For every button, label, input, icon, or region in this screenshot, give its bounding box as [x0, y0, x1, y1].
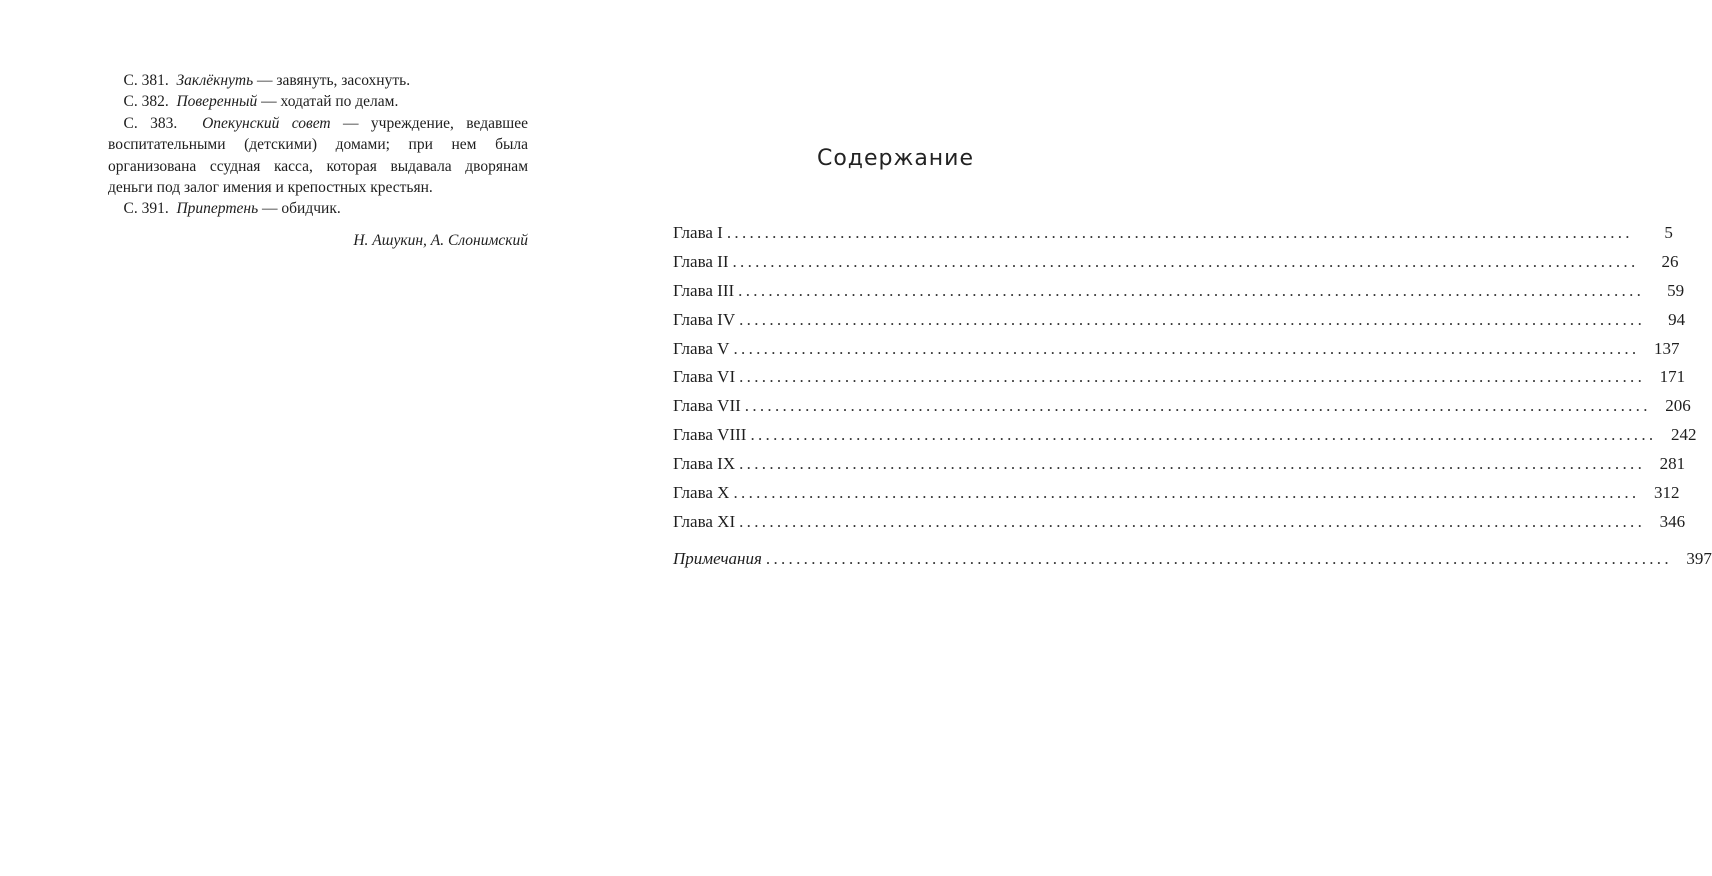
- note-term: Заклёкнуть: [176, 72, 254, 89]
- toc-leader: ........................................................................................................................: [739, 367, 1646, 387]
- toc-list: [673, 223, 1712, 578]
- contents-page: [673, 146, 1712, 578]
- toc-entry[interactable]: [673, 511, 1686, 541]
- notes-page: [108, 70, 528, 251]
- toc-page-number: 59: [1667, 280, 1685, 300]
- toc-page-number: 5: [1664, 223, 1673, 242]
- toc-label: Глава XI: [673, 511, 736, 531]
- toc-entry[interactable]: [673, 309, 1686, 339]
- toc-entry[interactable]: [673, 280, 1685, 310]
- toc-page-number: 206: [1665, 396, 1691, 416]
- toc-page-number: 171: [1659, 367, 1686, 387]
- note-text: — учреждение, ведавшее воспитательными (детскими) домами; при нем была организована ссудная касса, которая выдавала дворянам деньги под залог имения и крепостных крестьян.: [108, 114, 528, 197]
- toc-leader: ........................................................................................................................: [739, 309, 1646, 329]
- toc-page-number: 281: [1659, 454, 1686, 474]
- toc-label: Глава III: [673, 280, 735, 300]
- toc-leader: ........................................................................................................................: [739, 511, 1646, 531]
- note-text: — обидчик.: [258, 200, 341, 218]
- page-title: Содержание: [816, 146, 975, 171]
- note-text: — завянуть, засохнуть.: [253, 72, 411, 89]
- note-term: Поверенный: [176, 93, 258, 111]
- note-text: — ходатай по делам.: [257, 93, 399, 111]
- note-ref: С. 383.: [123, 114, 178, 132]
- toc-entry-notes[interactable]: [673, 548, 1712, 578]
- toc-entry[interactable]: [673, 251, 1679, 281]
- note-item: [108, 198, 528, 219]
- toc-leader: ........................................................................................................................: [726, 223, 1633, 242]
- toc-label: Глава V: [673, 338, 730, 358]
- note-ref: С. 382.: [123, 93, 169, 111]
- note-term: Припертень: [176, 200, 259, 218]
- toc-leader: ........................................................................................................................: [733, 338, 1640, 358]
- note-item: [108, 91, 528, 112]
- toc-page-number: 397: [1686, 548, 1712, 568]
- toc-label: Примечания: [673, 548, 762, 568]
- toc-leader: ........................................................................................................................: [750, 425, 1657, 445]
- toc-page-number: 94: [1668, 309, 1686, 329]
- toc-label: Глава IX: [673, 454, 736, 474]
- toc-leader: ........................................................................................................................: [738, 280, 1645, 300]
- toc-leader: ........................................................................................................................: [765, 548, 1672, 568]
- toc-label: Глава VI: [673, 367, 736, 387]
- note-item: [108, 70, 528, 91]
- toc-label: Глава VIII: [673, 425, 747, 445]
- note-item: [108, 113, 528, 199]
- toc-entry[interactable]: [673, 338, 1680, 368]
- toc-leader: ........................................................................................................................: [739, 454, 1646, 474]
- note-ref: С. 391.: [123, 200, 169, 218]
- toc-page-number: 346: [1659, 511, 1686, 531]
- toc-label: Глава IV: [673, 309, 736, 329]
- note-term: Опекунский совет: [202, 114, 331, 132]
- toc-leader: ........................................................................................................................: [744, 396, 1651, 416]
- toc-entry[interactable]: [673, 367, 1686, 396]
- toc-entry[interactable]: [673, 223, 1673, 252]
- signature: Н. Ашукин, А. Слонимский: [353, 231, 528, 249]
- toc-leader: ........................................................................................................................: [732, 251, 1639, 271]
- toc-entry[interactable]: [673, 396, 1691, 425]
- toc-entry[interactable]: [673, 454, 1686, 483]
- toc-entry[interactable]: [673, 425, 1697, 454]
- note-ref: С. 381.: [123, 72, 169, 89]
- toc-label: Глава II: [673, 251, 729, 271]
- toc-label: Глава I: [673, 223, 723, 242]
- toc-page-number: 312: [1653, 483, 1680, 503]
- toc-page-number: 26: [1661, 251, 1679, 271]
- toc-label: Глава X: [673, 483, 730, 503]
- toc-page-number: 242: [1670, 425, 1697, 445]
- toc-page-number: 137: [1653, 338, 1680, 358]
- toc-entry[interactable]: [673, 483, 1680, 512]
- toc-leader: ........................................................................................................................: [733, 483, 1640, 503]
- toc-label: Глава VII: [673, 396, 741, 416]
